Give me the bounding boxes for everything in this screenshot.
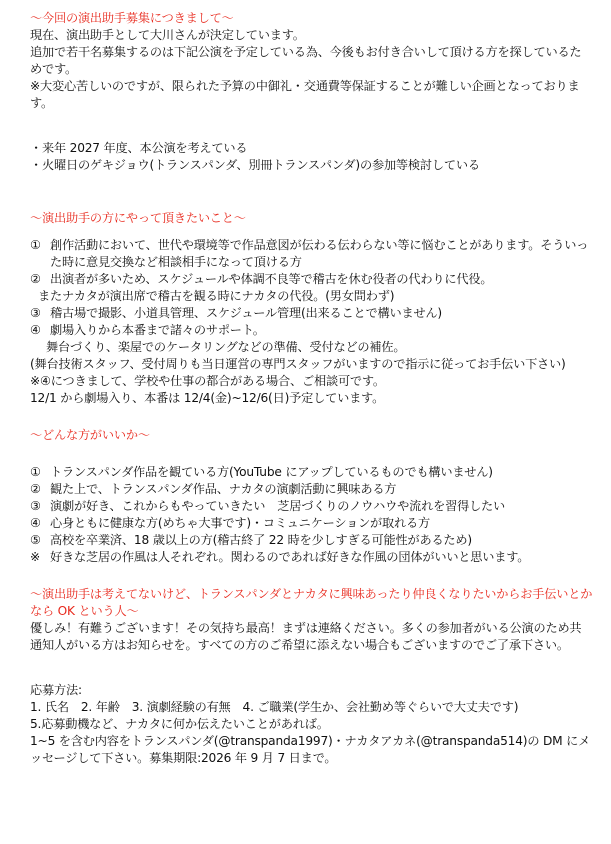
wanted-text: 心身ともに健康な方(めちゃ大事です)・コミュニケーションが取れる方 <box>50 516 430 530</box>
wanted-number: ※ <box>30 550 41 564</box>
duty-extra: 舞台づくり、楽屋でのケータリングなどの準備、受付などの補佐。 <box>46 340 406 354</box>
duty-number: ③ <box>30 306 41 320</box>
wanted-heading: ～どんな方がいいか～ <box>30 428 150 442</box>
plan-line: ・火曜日のゲキジョウ(トランスパンダ、別冊トランスパンダ)の参加等検討している <box>30 158 480 172</box>
wanted-number: ③ <box>30 499 41 513</box>
duty-schedule: 12/1 から劇場入り、本番は 12/4(金)~12/6(日)予定しています。 <box>30 391 385 405</box>
wanted-text: 高校を卒業済、18 歳以上の方(稽古終了 22 時を少しすぎる可能性があるため) <box>50 533 472 547</box>
apply-title: 応募方法: <box>30 683 82 697</box>
duty-number: ② <box>30 272 41 286</box>
intro-line: 追加で若干名募集するのは下記公演を予定している為、今後もお付き合いして頂ける方を探しているためです。 <box>30 45 582 76</box>
wanted-item <box>30 498 593 515</box>
wanted-item <box>30 515 593 532</box>
duty-number: ① <box>30 238 41 252</box>
duty-item <box>30 305 593 322</box>
duty-note: ※④につきまして、学校や仕事の都合がある場合、ご相談可です。 <box>30 374 385 388</box>
duty-text: 劇場入りから本番まで諸々のサポート。 <box>50 323 265 337</box>
duty-extra: またナカタが演出席で稽古を観る時にナカタの代役。(男女問わず) <box>38 289 395 303</box>
duty-text: 稽古場で撮影、小道具管理、スケジュール管理(出来ることで構いません) <box>50 306 442 320</box>
wanted-item <box>30 464 593 481</box>
duty-number: ④ <box>30 323 41 337</box>
plan-line: ・来年 2027 年度、本公演を考えている <box>30 141 248 155</box>
duty-extra: (舞台技術スタッフ、受付周りも当日運営の専門スタッフがいますので指示に従ってお手伝い下さい) <box>30 357 566 371</box>
wanted-number: ④ <box>30 516 41 530</box>
wanted-item <box>30 549 593 566</box>
wanted-text: トランスパンダ作品を観ている方(YouTube にアップしているものでも構いません) <box>50 465 493 479</box>
wanted-text: 演劇が好き、これからもやっていきたい 芝居づくりのノウハウや流れを習得したい <box>50 499 506 513</box>
duties-heading: ～演出助手の方にやって頂きたいこと～ <box>30 211 246 225</box>
duty-text: 出演者が多いため、スケジュールや体調不良等で稽古を休む役者の代わりに代役。 <box>50 272 493 286</box>
wanted-item <box>30 532 593 549</box>
wanted-text: 観た上で、トランスパンダ作品、ナカタの演劇活動に興味ある方 <box>50 482 397 496</box>
intro-line: ※大変心苦しいのですが、限られた予算の中御礼・交通費等保証することが難しい企画となっております。 <box>30 79 580 110</box>
wanted-text: 好きな芝居の作風は人それぞれ。関わるのであれば好きな作風の団体がいいと思います。 <box>50 550 530 564</box>
duty-item <box>30 322 593 339</box>
apply-item5: 5.応募動機など、ナカタに何か伝えたいことがあれば。 <box>30 717 329 731</box>
intro-heading: ～今回の演出助手募集につきまして～ <box>30 11 234 25</box>
intro-line: 現在、演出助手として大川さんが決定しています。 <box>30 28 305 42</box>
wanted-number: ⑤ <box>30 533 41 547</box>
duty-item <box>30 271 593 288</box>
friendly-text: 優しみ！有難うございます！その気持ち最高！まずは連絡ください。多くの参加者がいる公演のため共通知人がいる方はお知らせを。すべての方のご希望に添えない場合もございますのでご了承下さい。 <box>30 621 582 652</box>
friendly-heading: ～演出助手は考えてないけど、トランスパンダとナカタに興味あったり仲良くなりたいからお手伝いとかなら OK という人～ <box>30 587 593 618</box>
wanted-item <box>30 481 593 498</box>
duty-item <box>30 237 593 271</box>
apply-contact: 1~5 を含む内容をトランスパンダ(@transpanda1997)・ナカタアカネ(@transpanda514)の DM にメッセージして下さい。募集期限:2026 年 9 月 7 日まで。 <box>30 734 591 765</box>
wanted-number: ② <box>30 482 41 496</box>
apply-items: 1. 氏名 2. 年齢 3. 演劇経験の有無 4. ご職業(学生か、会社勤め等ぐらいで大丈夫です) <box>30 700 519 714</box>
wanted-number: ① <box>30 465 41 479</box>
duty-text: 創作活動において、世代や環境等で作品意図が伝わる伝わらない等に悩むことがあります。そういった時に意見交換など相談相手になって頂ける方 <box>50 238 589 269</box>
